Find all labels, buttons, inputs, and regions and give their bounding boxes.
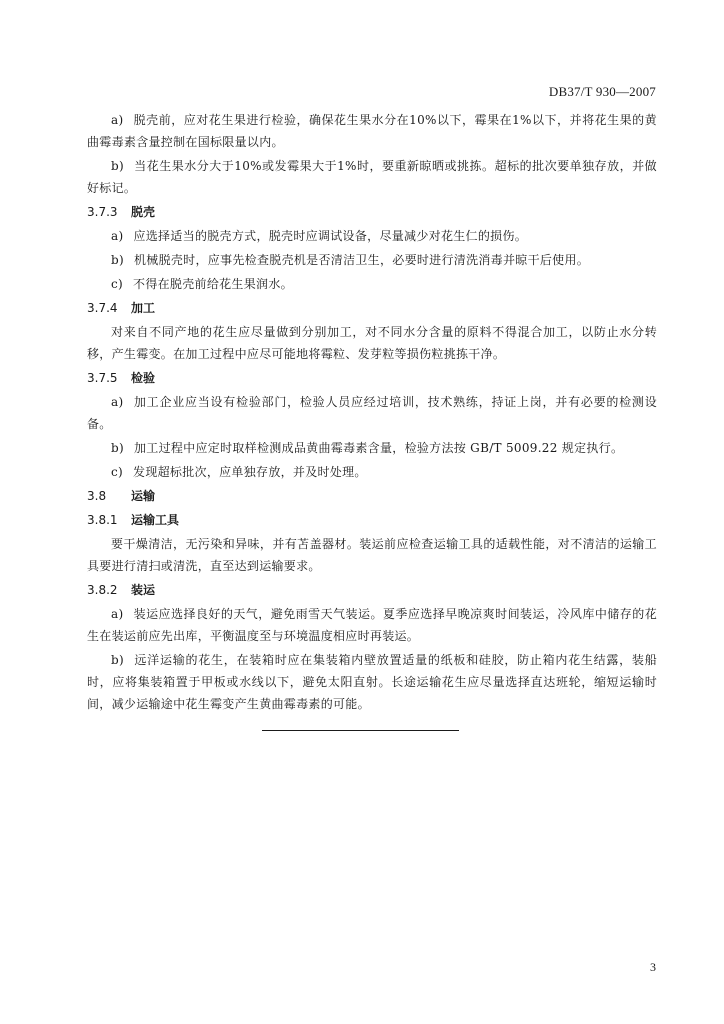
paragraph bbox=[87, 461, 657, 483]
list-label: a) bbox=[111, 395, 124, 409]
document-body bbox=[87, 109, 657, 717]
paragraph-text: 远洋运输的花生，在装箱时应在集装箱内壁放置适量的纸板和硅胶，防止箱内花生结露，装船时，应将集装箱置于甲板或水线以下，避免太阳直射。长途运输花生应尽量选择直达班轮，缩短运输时间，减少运输途中花生霉变产生黄曲霉毒素的可能。 bbox=[87, 653, 657, 711]
paragraph-text: 加工过程中应定时取样检测成品黄曲霉毒素含量，检验方法按 GB/T 5009.22 规定执行。 bbox=[133, 441, 624, 455]
section-heading bbox=[87, 485, 657, 507]
list-label: c) bbox=[111, 277, 124, 291]
list-label: c) bbox=[111, 465, 124, 479]
section-title: 运输工具 bbox=[131, 513, 180, 527]
standard-code: DB37/T 930—2007 bbox=[548, 84, 656, 99]
paragraph-text: 加工企业应当设有检验部门，检验人员应经过培训，技术熟练，持证上岗，并有必要的检测设备。 bbox=[87, 395, 657, 431]
section-number: 3.8.2 bbox=[87, 583, 118, 597]
paragraph bbox=[87, 649, 657, 715]
section-number: 3.7.4 bbox=[87, 301, 118, 315]
paragraph bbox=[87, 273, 657, 295]
section-number: 3.7.5 bbox=[87, 371, 118, 385]
list-label: b) bbox=[111, 653, 124, 667]
list-label: a) bbox=[111, 113, 124, 127]
paragraph-text: 发现超标批次，应单独存放，并及时处理。 bbox=[133, 465, 367, 479]
page-number: 3 bbox=[650, 960, 656, 974]
section-title: 加工 bbox=[131, 301, 156, 315]
paragraph-text: 应选择适当的脱壳方式，脱壳时应调试设备，尽量减少对花生仁的损伤。 bbox=[133, 229, 528, 243]
section-title: 检验 bbox=[131, 371, 156, 385]
section-number: 3.8 bbox=[87, 489, 107, 503]
paragraph bbox=[87, 533, 657, 577]
section-number: 3.8.1 bbox=[87, 513, 118, 527]
end-rule bbox=[262, 730, 459, 731]
paragraph-text: 不得在脱壳前给花生果润水。 bbox=[133, 277, 293, 291]
list-label: a) bbox=[111, 607, 124, 621]
list-label: b) bbox=[111, 253, 124, 267]
paragraph-text: 当花生果水分大于10%或发霉果大于1%时，要重新晾晒或挑拣。超标的批次要单独存放，并做好标记。 bbox=[87, 159, 657, 195]
paragraph bbox=[87, 109, 657, 153]
section-heading bbox=[87, 201, 657, 223]
paragraph bbox=[87, 155, 657, 199]
list-label: b) bbox=[111, 159, 124, 173]
paragraph bbox=[87, 225, 657, 247]
paragraph bbox=[87, 249, 657, 271]
paragraph-text: 机械脱壳时，应事先检查脱壳机是否清洁卫生，必要时进行清洗消毒并晾干后使用。 bbox=[133, 253, 590, 267]
paragraph-text: 装运应选择良好的天气，避免雨雪天气装运。夏季应选择早晚凉爽时间装运，冷风库中储存的花生在装运前应先出库，平衡温度至与环境温度相应时再装运。 bbox=[87, 607, 657, 643]
paragraph bbox=[87, 391, 657, 435]
paragraph-text: 要干燥清洁，无污染和异味，并有苫盖器材。装运前应检查运输工具的适载性能，对不清洁的运输工具要进行清扫或清洗，直至达到运输要求。 bbox=[87, 537, 657, 573]
section-title: 脱壳 bbox=[131, 205, 156, 219]
section-heading bbox=[87, 367, 657, 389]
paragraph bbox=[87, 437, 657, 459]
list-label: a) bbox=[111, 229, 124, 243]
paragraph bbox=[87, 321, 657, 365]
list-label: b) bbox=[111, 441, 124, 455]
paragraph-text: 对来自不同产地的花生应尽量做到分别加工，对不同水分含量的原料不得混合加工，以防止水分转移，产生霉变。在加工过程中应尽可能地将霉粒、发芽粒等损伤粒挑拣干净。 bbox=[87, 325, 657, 361]
section-heading bbox=[87, 579, 657, 601]
section-title: 运输 bbox=[131, 489, 156, 503]
section-title: 装运 bbox=[131, 583, 156, 597]
section-number: 3.7.3 bbox=[87, 205, 118, 219]
section-heading bbox=[87, 297, 657, 319]
paragraph-text: 脱壳前，应对花生果进行检验，确保花生果水分在10%以下，霉果在1%以下，并将花生果的黄曲霉毒素含量控制在国标限量以内。 bbox=[87, 113, 657, 149]
paragraph bbox=[87, 603, 657, 647]
section-heading bbox=[87, 509, 657, 531]
